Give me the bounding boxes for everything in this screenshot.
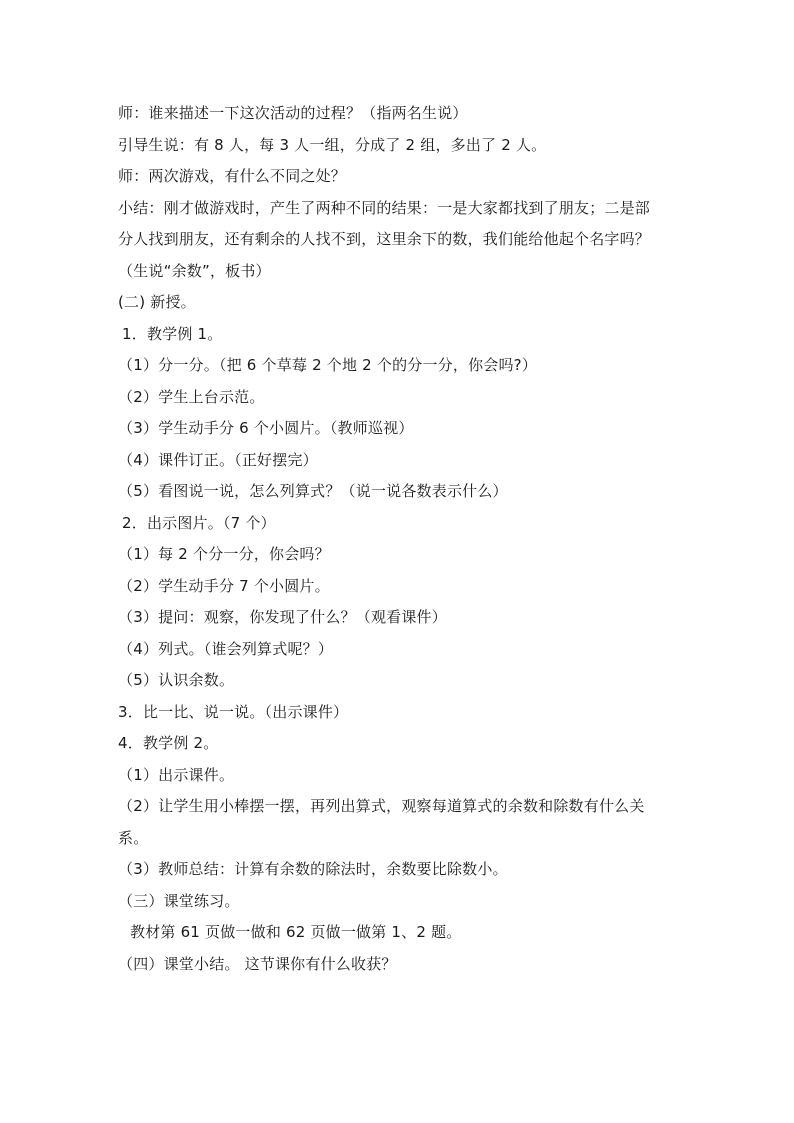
text-line: （生说“余数”，板书） [118, 261, 271, 280]
list-item: （1）分一分。（把 6 个草莓 2 个地 2 个的分一分，你会吗?） [118, 356, 538, 374]
subsection-heading: 2．出示图片。（7 个） [122, 513, 276, 532]
list-item: （4）课件订正。（正好摆完） [118, 450, 318, 469]
section-heading: （三）课堂练习。 [118, 891, 240, 910]
list-item: （4）列式。（谁会列算式呢？） [118, 639, 334, 658]
list-item: （3）学生动手分 6 个小圆片。（教师巡视） [118, 419, 414, 437]
section-heading: (二) 新授。 [118, 293, 196, 311]
section-heading: （四）课堂小结。 这节课你有什么收获？ [118, 954, 397, 973]
list-item: （2）学生动手分 7 个小圆片。 [118, 576, 330, 595]
subsection-heading: 1．教学例 1。 [122, 324, 223, 343]
text-line: 分人找到朋友，还有剩余的人找不到，这里余下的数，我们能给他起个名字吗？ [118, 230, 651, 248]
list-item: （2）学生上台示范。 [118, 387, 265, 406]
text-line: 系。 [118, 828, 149, 847]
text-line: 师：谁来描述一下这次活动的过程？（指两名生说） [118, 104, 468, 122]
text-line: 小结：刚才做游戏时，产生了两种不同的结果：一是大家都找到了朋友；二是部 [118, 198, 651, 217]
subsection-heading: 3．比一比、说一说。（出示课件） [118, 702, 349, 721]
list-item: （3）提问：观察，你发现了什么？（观看课件） [118, 608, 447, 626]
list-item: （5）认识余数。 [118, 671, 235, 689]
text-line: 师：两次游戏，有什么不同之处？ [118, 167, 347, 185]
list-item: （3）教师总结：计算有余数的除法时，余数要比除数小。 [118, 860, 508, 878]
list-item: （1）每 2 个分一分，你会吗？ [118, 545, 330, 563]
document-body [118, 98, 678, 980]
list-item: （1）出示课件。 [118, 765, 235, 784]
text-line: 教材第 61 页做一做和 62 页做一做第 1、2 题。 [130, 923, 462, 941]
subsection-heading: 4．教学例 2。 [118, 734, 219, 752]
list-item: （5）看图说一说，怎么列算式？（说一说各数表示什么） [118, 482, 508, 500]
list-item: （2）让学生用小棒摆一摆，再列出算式，观察每道算式的余数和除数有什么关 [118, 797, 645, 815]
text-line: 引导生说：有 8 人，每 3 人一组，分成了 2 组，多出了 2 人。 [118, 135, 547, 154]
